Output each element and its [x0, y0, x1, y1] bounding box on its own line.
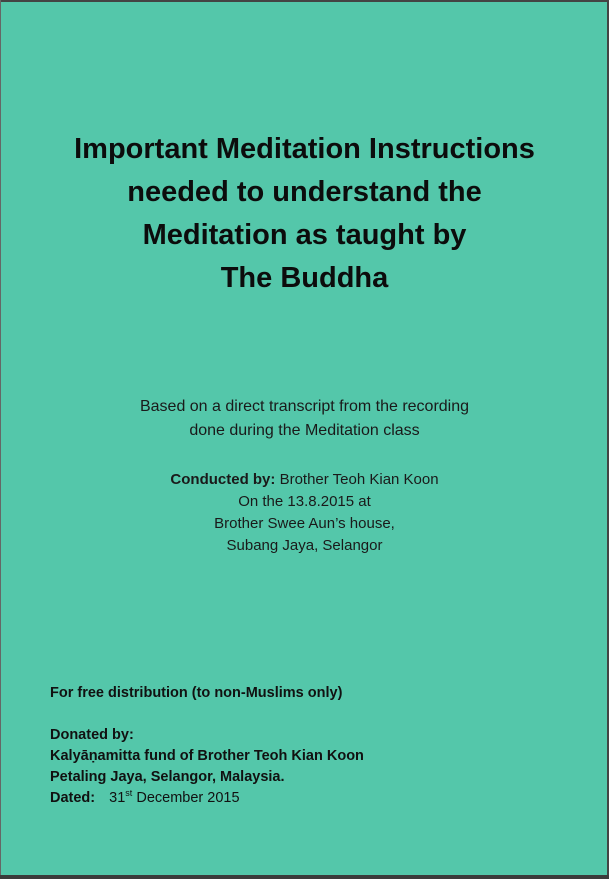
footer-block: [50, 683, 364, 809]
dated-suffix: st: [125, 788, 133, 798]
conducted-place-2: Subang Jaya, Selangor: [226, 537, 383, 554]
dated-rest: December 2015: [132, 790, 240, 806]
footer-spacer: [50, 704, 364, 725]
dated-line: [50, 788, 364, 809]
distribution-note: For free distribution (to non-Muslims only): [50, 685, 343, 701]
donor-line-1: Kalyāṇamitta fund of Brother Teoh Kian Koon: [50, 748, 364, 764]
subtitle-line-2: done during the Meditation class: [189, 422, 420, 439]
conducted-date: On the 13.8.2015 at: [238, 493, 371, 510]
dated-value: [109, 790, 239, 806]
conducted-label: Conducted by:: [170, 471, 276, 488]
title-line-2: needed to understand the: [127, 176, 482, 208]
subtitle-line-1: Based on a direct transcript from the recording: [139, 398, 470, 415]
title-line-1: Important Meditation Instructions: [74, 133, 535, 165]
conducted-block: [0, 469, 609, 557]
title-line-3: Meditation as taught by: [142, 219, 467, 251]
document-subtitle: [0, 395, 609, 443]
conducted-place-1: Brother Swee Aun’s house,: [214, 515, 395, 532]
conductor-name: Brother Teoh Kian Koon: [279, 471, 439, 488]
page-border-top: [0, 0, 609, 2]
dated-label: Dated:: [50, 790, 96, 806]
dated-day: 31: [109, 790, 126, 806]
document-title: [0, 128, 609, 300]
donated-label: Donated by:: [50, 727, 134, 743]
title-line-4: The Buddha: [220, 262, 389, 294]
conducted-line: [0, 469, 609, 491]
page-border-bottom: [0, 875, 609, 879]
donor-line-2: Petaling Jaya, Selangor, Malaysia.: [50, 769, 285, 785]
